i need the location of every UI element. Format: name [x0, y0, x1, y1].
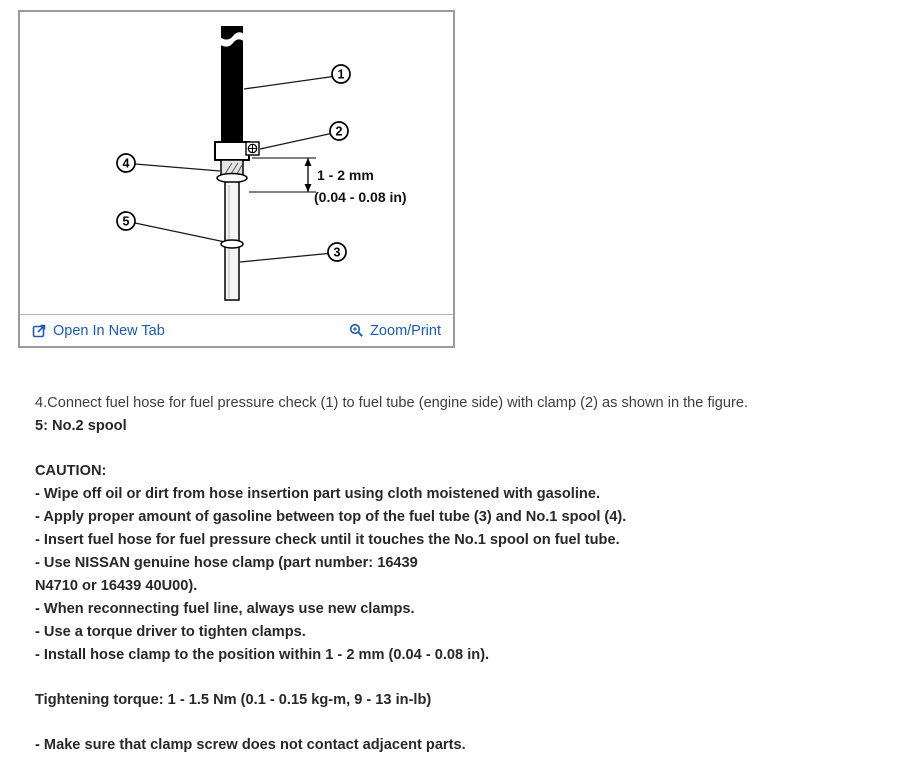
- caution-item: - Insert fuel hose for fuel pressure check until it touches the No.1 spool on fuel tube.: [35, 532, 620, 548]
- fuel-hose-clamp-diagram: [20, 12, 453, 314]
- caution-title: CAUTION:: [35, 463, 107, 479]
- caution-item: - Install hose clamp to the position within 1 - 2 mm (0.04 - 0.08 in).: [35, 647, 490, 663]
- step-line: 4.Connect fuel hose for fuel pressure check (1) to fuel tube (engine side) with clamp (2) as shown in the figure.: [35, 395, 749, 411]
- no2-spool: [221, 240, 243, 248]
- figure-panel: [18, 10, 455, 348]
- instruction-text: [35, 392, 885, 757]
- final-note: - Make sure that clamp screw does not contact adjacent parts.: [35, 737, 466, 753]
- dimension-imperial-label: (0.04 - 0.08 in): [314, 189, 407, 205]
- caution-item: - Use NISSAN genuine hose clamp (part number: 16439: [35, 555, 418, 571]
- spool-line: 5: No.2 spool: [35, 418, 127, 434]
- diagram-area: [20, 12, 453, 314]
- fuel-hose: [217, 26, 247, 152]
- caution-item: N4710 or 16439 40U00).: [35, 578, 198, 594]
- spacer: [35, 667, 885, 689]
- svg-text:3: 3: [333, 245, 341, 260]
- zoom-print-link[interactable]: [349, 323, 441, 339]
- external-link-icon: [32, 323, 47, 338]
- open-in-new-tab-label: Open In New Tab: [53, 322, 165, 339]
- dimension-metric-label: 1 - 2 mm: [317, 167, 374, 183]
- svg-text:2: 2: [335, 124, 343, 139]
- callout-5: [117, 212, 135, 230]
- zoom-print-label: Zoom/Print: [370, 322, 441, 339]
- svg-text:4: 4: [122, 156, 130, 171]
- magnifier-icon: [349, 323, 364, 338]
- callout-3: [328, 243, 346, 261]
- figure-link-bar: [20, 314, 453, 346]
- dimension-annotation: [249, 158, 407, 205]
- callout-4: [117, 154, 135, 172]
- spacer: [35, 712, 885, 734]
- spacer: [35, 438, 885, 460]
- open-in-new-tab-link[interactable]: [32, 323, 165, 339]
- no1-spool: [217, 174, 247, 183]
- callout-1: [332, 65, 350, 83]
- caution-item: - Use a torque driver to tighten clamps.: [35, 624, 306, 640]
- caution-item: - When reconnecting fuel line, always use new clamps.: [35, 601, 415, 617]
- torque-line: Tightening torque: 1 - 1.5 Nm (0.1 - 0.15 kg-m, 9 - 13 in-lb): [35, 692, 432, 708]
- hose-clamp: [215, 142, 259, 160]
- fuel-tube: [217, 160, 247, 300]
- caution-item: - Wipe off oil or dirt from hose insertion part using cloth moistened with gasoline.: [35, 486, 600, 502]
- svg-text:5: 5: [122, 214, 130, 229]
- caution-item: - Apply proper amount of gasoline between top of the fuel tube (3) and No.1 spool (4).: [35, 509, 627, 525]
- callout-2: [330, 122, 348, 140]
- svg-text:1: 1: [337, 67, 345, 82]
